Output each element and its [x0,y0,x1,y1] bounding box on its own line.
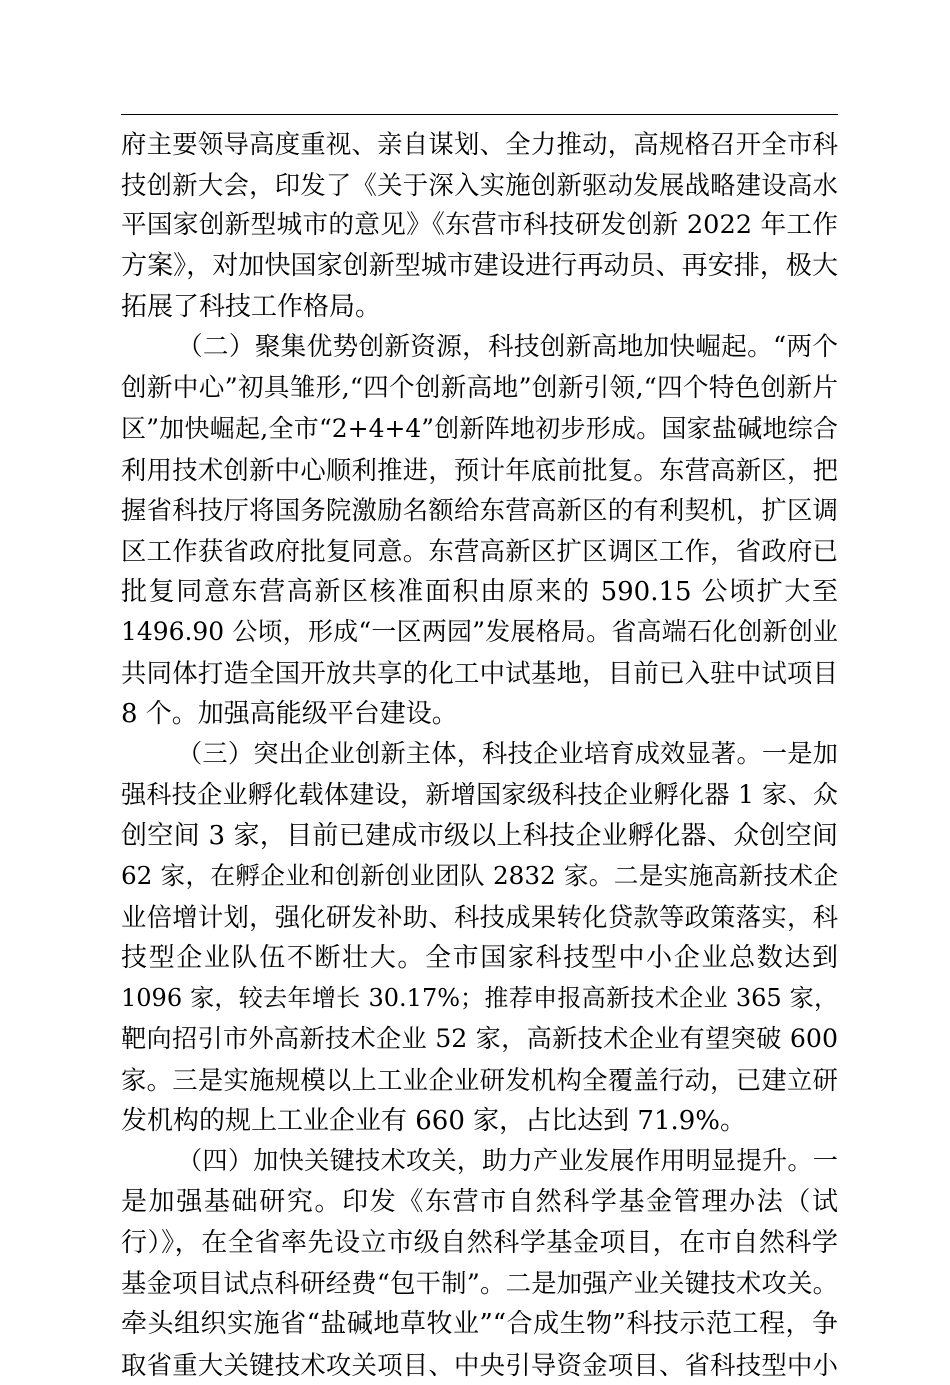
text-line: 技创新大会，印发了《关于深入实施创新驱动发展战略建设高水 [121,169,838,200]
text-line: 强科技企业孵化载体建设，新增国家级科技企业孵化器 1 家、众 [121,780,838,809]
text-line: 批复同意东营高新区核准面积由原来的 590.15 公顷扩大至 [121,576,838,607]
text-line: 基金项目试点科研经费“包干制”。二是加强产业关键技术攻关。 [121,1268,838,1299]
text-line: 是加强基础研究。印发《东营市自然科学基金管理办法（试 [121,1186,838,1217]
text-line: 府主要领导高度重视、亲自谋划、全力推动，高规格召开全市科 [121,129,838,159]
text-line: （三）突出企业创新主体，科技企业培育成效显著。一是加 [177,739,838,769]
text-line: 区”加快崛起,全市“2+4+4”创新阵地初步形成。国家盐碱地综合 [121,413,838,443]
text-line: 取省重大关键技术攻关项目、中央引导资金项目、省科技型中小 [121,1349,838,1380]
text-line: 利用技术创新中心顺利推进，预计年底前批复。东营高新区，把 [121,454,838,485]
header-rule [121,114,838,115]
text-line: 牵头组织实施省“盐碱地草牧业”“合成生物”科技示范工程，争 [121,1308,838,1339]
text-line: 靶向招引市外高新技术企业 52 家，高新技术企业有望突破 600 [121,1024,838,1054]
text-line: 方案》，对加快国家创新型城市建设进行再动员、再安排，极大 [121,251,838,282]
text-line: 家。三是实施规模以上工业企业研发机构全覆盖行动，已建立研 [121,1064,838,1095]
text-line: 8 个。加强高能级平台建设。 [121,698,458,729]
document-body [121,124,838,1385]
text-line: 业倍增计划，强化研发补助、科技成果转化贷款等政策落实，科 [121,902,838,933]
text-line: 共同体打造全国开放共享的化工中试基地，目前已入驻中试项目 [121,657,838,688]
text-line: 拓展了科技工作格局。 [121,291,382,322]
text-line: 发机构的规上工业企业有 660 家，占比达到 71.9%。 [121,1105,747,1136]
text-line: 平国家创新型城市的意见》《东营市科技研发创新 2022 年工作 [121,210,838,241]
text-line: 62 家，在孵企业和创新创业团队 2832 家。二是实施高新技术企 [121,861,838,891]
text-line: 创新中心”初具雏形,“四个创新高地”创新引领,“四个特色创新片 [121,373,838,404]
text-line: （二）聚集优势创新资源，科技创新高地加快崛起。“两个 [177,332,838,363]
text-line: 握省科技厅将国务院激励名额给东营高新区的有利契机，扩区调 [121,495,838,526]
text-line: 行）》，在全省率先设立市级自然科学基金项目，在市自然科学 [121,1227,838,1258]
text-line: 创空间 3 家，目前已建成市级以上科技企业孵化器、众创空间 [121,820,838,851]
text-line: 技型企业队伍不断壮大。全市国家科技型中小企业总数达到 [121,942,838,973]
text-line: 区工作获省政府批复同意。东营高新区扩区调区工作，省政府已 [121,535,838,566]
text-line: （四）加快关键技术攻关，助力产业发展作用明显提升。一 [177,1146,838,1176]
text-line: 1496.90 公顷，形成“一区两园”发展格局。省高端石化创新创业 [121,617,838,647]
text-line: 1096 家，较去年增长 30.17%；推荐申报高新技术企业 365 家， [121,984,838,1013]
